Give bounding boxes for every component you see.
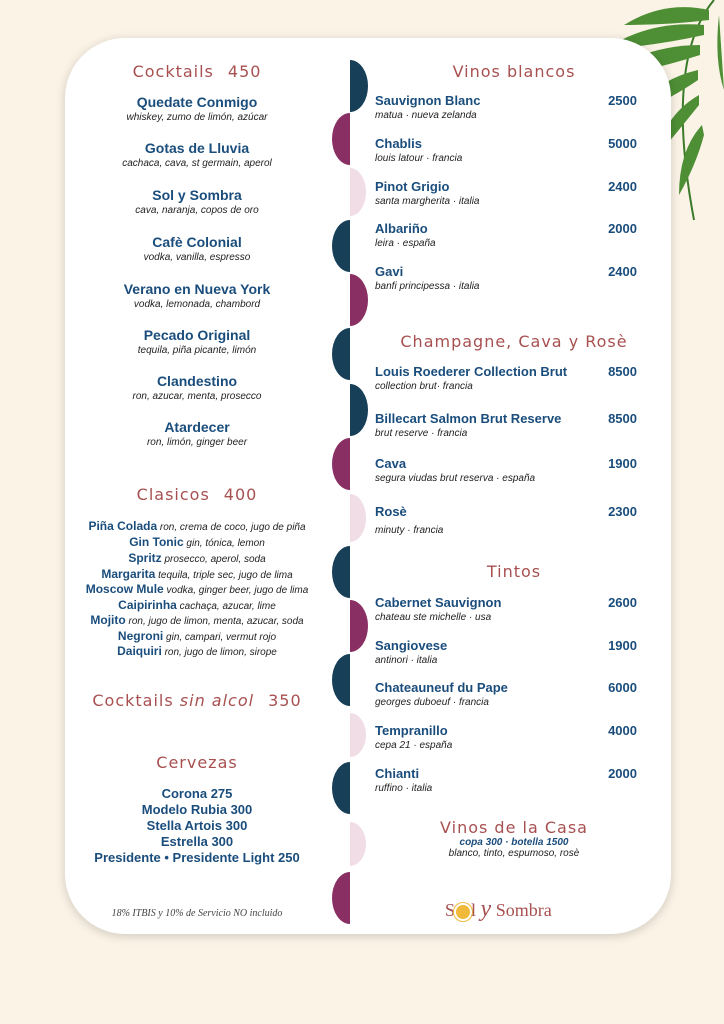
item-name: Albariño [375, 221, 428, 236]
item-name: Margarita [101, 567, 156, 581]
beer-item: Modelo Rubia 300 [141, 802, 253, 817]
beer-item: Presidente • Presidente Light 250 [94, 850, 300, 865]
item-desc: ron, limón, ginger beer [146, 437, 248, 448]
item-name: Gin Tonic [129, 535, 184, 549]
item-price: 1900 [608, 638, 637, 653]
item-price: 5000 [608, 136, 637, 151]
item-desc: vodka, ginger beer, jugo de lima [166, 585, 309, 596]
cocktail-item [73, 419, 321, 449]
cocktails-title [73, 62, 321, 81]
wine-item [375, 411, 653, 440]
cocktail-item [73, 187, 321, 217]
item-desc: ron, azucar, menta, prosecco [132, 391, 262, 402]
cervezas-title: Cervezas [156, 753, 238, 772]
item-name: Piña Colada [88, 519, 158, 533]
item-name: Rosè [375, 504, 407, 519]
logo-text: Sombra [495, 900, 552, 920]
wine-item [375, 93, 653, 122]
item-desc: prosecco, aperol, soda [164, 554, 266, 565]
beer-item: Stella Artois 300 [146, 818, 248, 833]
item-price: 2000 [608, 766, 637, 781]
section-price: 350 [268, 691, 302, 710]
item-name: Billecart Salmon Brut Reserve [375, 411, 562, 426]
sun-icon [456, 905, 470, 919]
item-desc: whiskey, zumo de limón, azúcar [126, 112, 268, 123]
tax-note: 18% ITBIS y 10% de Servicio NO incluido [111, 908, 283, 919]
item-desc: louis latour · francia [375, 153, 463, 164]
cocktail-item [73, 327, 321, 357]
vinos-casa-title: Vinos de la Casa [440, 818, 588, 837]
logo-text: y [480, 896, 492, 922]
item-price: 2400 [608, 264, 637, 279]
section-subtitle: sin alcol [179, 691, 255, 710]
item-name: Chianti [375, 766, 420, 781]
item-desc: minuty · francia [375, 525, 444, 536]
item-name: Verano en Nueva York [123, 281, 271, 297]
item-name: Negroni [117, 629, 164, 643]
cocktail-item [73, 234, 321, 264]
item-desc: chateau ste michelle · usa [375, 612, 492, 623]
vinos-casa-desc: blanco, tinto, espumoso, rosè [448, 848, 580, 859]
item-name: Daiquiri [117, 644, 162, 658]
item-name: Clandestino [156, 373, 238, 389]
item-desc: antinori · italia [375, 655, 438, 666]
beer-item: Estrella 300 [160, 834, 234, 849]
cocktail-item [73, 373, 321, 403]
item-name: Louis Roederer Collection Brut [375, 364, 568, 379]
item-desc: ron, jugo de limon, sirope [164, 647, 277, 658]
menu-card [65, 38, 671, 934]
wine-item [375, 136, 653, 165]
sin-alcol-title [73, 691, 321, 710]
item-name: Spritz [128, 551, 162, 565]
item-desc: cachaca, cava, st germain, aperol [122, 158, 272, 169]
wine-item [375, 680, 653, 709]
item-name: Cava [375, 456, 407, 471]
item-desc: gin, campari, vermut rojo [166, 632, 277, 643]
item-desc: ron, crema de coco, jugo de piña [159, 522, 306, 533]
item-desc: brut reserve · francia [375, 428, 468, 439]
wine-item [375, 179, 653, 208]
item-name: Sol y Sombra [152, 187, 242, 203]
item-desc: cepa 21 · españa [375, 740, 453, 751]
wine-item [375, 723, 653, 752]
section-title: Clasicos [136, 485, 210, 504]
tintos-title: Tintos [486, 562, 542, 581]
item-price: 2300 [608, 504, 637, 519]
item-price: 2400 [608, 179, 637, 194]
item-desc: segura viudas brut reserva · españa [375, 473, 536, 484]
item-name: Pinot Grigio [375, 179, 450, 194]
item-name: Moscow Mule [85, 582, 164, 596]
item-desc: collection brut· francia [375, 381, 473, 392]
item-price: 4000 [608, 723, 637, 738]
vinos-blancos-title: Vinos blancos [452, 62, 576, 81]
clasico-item [73, 614, 321, 628]
item-name: Gotas de Lluvia [144, 140, 250, 156]
item-name: Tempranillo [375, 723, 448, 738]
item-price: 1900 [608, 456, 637, 471]
item-desc: cachaça, azucar, lime [179, 601, 276, 612]
wine-item [375, 595, 653, 624]
champagne-title: Champagne, Cava y Rosè [400, 332, 628, 351]
item-name: Gavi [375, 264, 404, 279]
item-desc: ron, jugo de limon, menta, azucar, soda [128, 616, 304, 627]
item-desc: banfi principessa · italia [375, 281, 480, 292]
clasico-item [73, 520, 321, 534]
wine-item [375, 264, 653, 293]
logo-text: l [471, 900, 477, 920]
item-desc: gin, tónica, lemon [186, 538, 265, 549]
item-name: Sauvignon Blanc [375, 93, 481, 108]
wave-decoration [320, 38, 380, 934]
vinos-casa-prices: copa 300 · botella 1500 [459, 837, 569, 848]
wine-item [375, 456, 653, 485]
clasico-item [73, 552, 321, 566]
item-desc: cava, naranja, copos de oro [135, 205, 259, 216]
beer-item: Corona 275 [161, 786, 233, 801]
clasico-item [73, 630, 321, 644]
clasicos-title [73, 485, 321, 504]
item-price: 8500 [608, 364, 637, 379]
item-name: Mojito [90, 613, 126, 627]
wine-item [375, 504, 653, 537]
cocktail-item [73, 140, 321, 170]
vinos-casa [375, 818, 653, 859]
clasico-item [73, 583, 321, 597]
cocktail-item [73, 281, 321, 311]
clasico-item [73, 645, 321, 659]
item-desc: tequila, piña picante, limón [137, 345, 257, 356]
section-title: Cocktails [92, 691, 174, 710]
item-name: Quedate Conmigo [136, 94, 258, 110]
wine-item [375, 766, 653, 795]
item-name: Cafè Colonial [152, 234, 242, 250]
item-price: 6000 [608, 680, 637, 695]
item-name: Sangiovese [375, 638, 448, 653]
item-name: Chablis [375, 136, 422, 151]
clasico-item [73, 599, 321, 613]
item-desc: vodka, lemonada, chambord [133, 299, 261, 310]
item-desc: leira · españa [375, 238, 436, 249]
section-title: Cocktails [132, 62, 214, 81]
item-name: Chateauneuf du Pape [375, 680, 508, 695]
item-desc: matua · nueva zelanda [375, 110, 477, 121]
item-name: Cabernet Sauvignon [375, 595, 502, 610]
item-name: Atardecer [164, 419, 230, 435]
item-desc: georges duboeuf · francia [375, 697, 489, 708]
item-name: Caipirinha [118, 598, 177, 612]
wine-item [375, 221, 653, 250]
item-price: 2600 [608, 595, 637, 610]
item-price: 2000 [608, 221, 637, 236]
item-desc: ruffino · italia [375, 783, 433, 794]
item-name: Pecado Original [143, 327, 251, 343]
item-price: 8500 [608, 411, 637, 426]
item-desc: tequila, triple sec, jugo de lima [158, 570, 293, 581]
clasico-item [73, 536, 321, 550]
brand-logo [445, 896, 552, 923]
section-price: 400 [223, 485, 258, 504]
wine-item [375, 638, 653, 667]
logo-text: S [445, 900, 456, 920]
cocktail-item [73, 94, 321, 124]
item-desc: santa margherita · italia [375, 196, 480, 207]
wine-item [375, 364, 653, 393]
clasico-item [73, 568, 321, 582]
item-price: 2500 [608, 93, 637, 108]
section-price: 450 [227, 62, 262, 81]
item-desc: vodka, vanilla, espresso [143, 252, 251, 263]
